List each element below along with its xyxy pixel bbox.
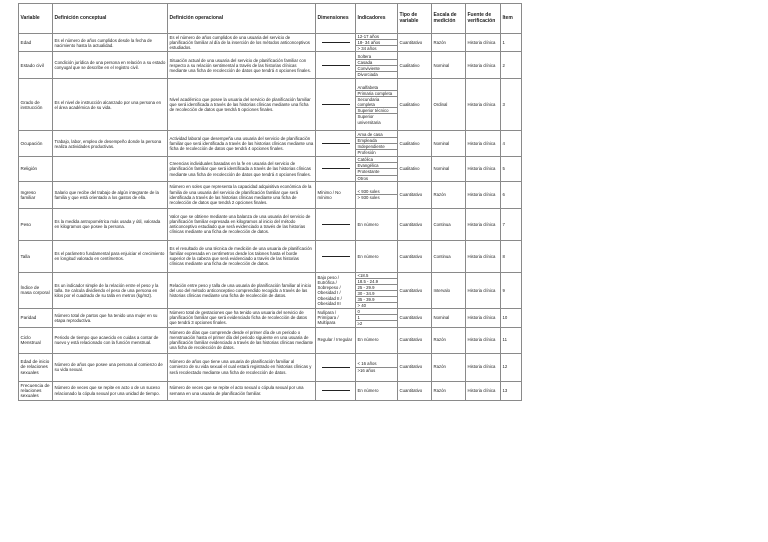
cell-tipo: Cuantitativo (398, 381, 432, 400)
indicator-value: Superior técnico (356, 108, 397, 114)
empty-dash (322, 367, 350, 368)
table-header-row (19, 4, 522, 34)
cell-operational: Número total de gestaciones que ha tenido una usuaria del servicio de planificación familiar que será evidenciado ficha de recolección de datos que tendrá 3 opciones finales. (168, 309, 316, 327)
cell-operational: Es el resultado de una técnica de medición de una usuaria de planificación familiar expresada en centímetros desde los talones hasta el borde superior de la cabeza que será evidenciado a través de las historias clínicas mediante una ficha de recolección de datos. (168, 240, 316, 272)
cell-indicators (356, 157, 398, 181)
indicator-value: Casada (356, 60, 397, 66)
cell-item: 9 (501, 272, 522, 309)
cell-fuente: Historia clínica (466, 208, 501, 240)
cell-operational: Creencias individuales basadas en la fe en usuaria del servicio de planificación familiar que será identificada a través de las historias clínicas mediante una ficha de recolección de datos que tendrá 4 opciones finales. (168, 157, 316, 181)
table-row (19, 131, 522, 157)
cell-fuente: Historia clínica (466, 272, 501, 309)
cell-indicators (356, 208, 398, 240)
cell-operational: Nivel académico que posee la usuaria del servicio de planificación familiar que será identificada a través de las historias clínicas mediante una ficha de recolección de datos que tendrá 5 opciones finales. (168, 79, 316, 131)
cell-conceptual: Es la medida antropométrica más usada y útil, valorada en kilogramos que posee la persona. (53, 208, 168, 240)
cell-escala: Razón (432, 381, 466, 400)
empty-dash (322, 42, 350, 43)
cell-variable: Ocupación (19, 131, 53, 157)
header-indicators: Indicadores (356, 4, 398, 34)
cell-escala: Razón (432, 181, 466, 208)
cell-dimensions: Regular / Irregular (316, 327, 356, 353)
cell-variable: Grado de instrucción (19, 79, 53, 131)
cell-fuente: Historia clínica (466, 34, 501, 52)
indicator-value: Divorciada (357, 71, 378, 77)
indicator-value: 1 (356, 315, 397, 321)
operationalization-table (18, 3, 522, 401)
cell-dimensions (316, 353, 356, 381)
cell-dimensions (316, 381, 356, 400)
indicator-value: Soltera (356, 54, 397, 60)
indicator-value: Evangélica (356, 163, 397, 169)
indicator-value: 12-17 años (356, 34, 397, 40)
cell-tipo: Cuantitativo (398, 353, 432, 381)
indicator-value: Católica (356, 157, 397, 163)
cell-indicators (356, 131, 398, 157)
cell-escala: Nominal (432, 309, 466, 327)
indicator-value: En número (357, 387, 379, 393)
indicator-value: Protestante (356, 169, 397, 175)
indicator-value: < 16 años (356, 361, 397, 367)
cell-tipo: Cuantitativo (398, 327, 432, 353)
cell-escala: Intervalo (432, 272, 466, 309)
cell-dimensions (316, 34, 356, 52)
empty-dash (322, 168, 350, 169)
cell-item: 7 (501, 208, 522, 240)
cell-fuente: Historia clínica (466, 52, 501, 79)
empty-dash (322, 65, 350, 66)
indicator-value: 18- 34 años (356, 40, 397, 46)
cell-variable: Paridad (19, 309, 53, 327)
cell-indicators (356, 272, 398, 309)
cell-item: 13 (501, 381, 522, 400)
cell-item: 5 (501, 157, 522, 181)
cell-tipo: Cuantitativo (398, 240, 432, 272)
cell-indicators (356, 79, 398, 131)
cell-item: 1 (501, 34, 522, 52)
empty-dash (322, 143, 350, 144)
cell-variable: Religión (19, 157, 53, 181)
indicator-value: En número (357, 253, 379, 259)
cell-variable: Ciclo Menstrual (19, 327, 53, 353)
indicator-value: < 930 soles (356, 189, 397, 195)
cell-operational: Situación actual de una usuaria del servicio de planificación familiar con respecto a su relación sentimental a través de las historias clínicas mediante una ficha de recolección de datos que tendrá 4 opciones finales. (168, 52, 316, 79)
cell-operational: Número en soles que representa la capacidad adquisitiva económica de la familia de una usuaria del servicio de planificación familiar que será identificada a través de las historias clínicas mediante una ficha de recolección de datos que tendrá 2 opciones finales. (168, 181, 316, 208)
cell-item: 8 (501, 240, 522, 272)
cell-conceptual: Es el número de años cumplidos desde la fecha de nacimiento hasta la actualidad. (53, 34, 168, 52)
cell-tipo: Cualitativo (398, 79, 432, 131)
indicator-value: 0 (356, 309, 397, 315)
cell-fuente: Historia clínica (466, 240, 501, 272)
cell-indicators (356, 327, 398, 353)
cell-fuente: Historia clínica (466, 353, 501, 381)
cell-tipo: Cuantitativo (398, 181, 432, 208)
indicator-value: Independiente (356, 144, 397, 150)
header-fuente: Fuente de verificación (466, 4, 501, 34)
table-row (19, 181, 522, 208)
cell-dimensions (316, 157, 356, 181)
cell-conceptual: Número de veces que se repite en acto o de un suceso relacionado la cópula sexual por una unidad de tiempo. (53, 381, 168, 400)
cell-variable: Peso (19, 208, 53, 240)
indicator-value: > 930 soles (357, 195, 380, 201)
indicator-value: Primaria completa (356, 91, 397, 97)
empty-dash (322, 390, 350, 391)
indicator-value: 30 - 34.9 (356, 291, 397, 297)
indicator-value: >16 años (357, 367, 376, 373)
cell-dimensions (316, 131, 356, 157)
cell-variable: Frecuencia de relaciones sexuales (19, 381, 53, 400)
table-row (19, 79, 522, 131)
cell-variable: Estado civil (19, 52, 53, 79)
table-row (19, 52, 522, 79)
cell-dimensions: Nulípara / Primípara / Multípara (316, 309, 356, 327)
header-operational: Definición operacional (168, 4, 316, 34)
cell-tipo: Cuantitativo (398, 34, 432, 52)
cell-indicators (356, 52, 398, 79)
cell-operational: Valor que se obtiene mediante una balanza de una usuaria del servicio de planificación familiar expresada en kilogramos al inicio del método anticonceptivo estudiado que será evidenciado a través de las historias clínicas mediante una ficha de recolección de datos. (168, 208, 316, 240)
indicator-value: 25 - 29.9 (356, 285, 397, 291)
cell-variable: Índice de masa corporal (19, 272, 53, 309)
cell-variable: Edad de inicio de relaciones sexuales (19, 353, 53, 381)
cell-conceptual: Es el nivel de instrucción alcanzado por una persona en el área académica de su vida. (53, 79, 168, 131)
indicator-value: > 40 (357, 303, 366, 309)
cell-escala: Ordinal (432, 79, 466, 131)
cell-tipo: Cualitativo (398, 157, 432, 181)
cell-escala: Nominal (432, 131, 466, 157)
header-item: Item (501, 4, 522, 34)
indicator-value: Otros (357, 175, 369, 181)
cell-conceptual: Es el parámetro fundamental para enjuiciar el crecimiento en longitud valorado en centímetros. (53, 240, 168, 272)
cell-escala: Razón (432, 327, 466, 353)
header-dimensions: Dimensiones (316, 4, 356, 34)
cell-dimensions (316, 52, 356, 79)
table-row (19, 309, 522, 327)
cell-conceptual: Trabajo, labor, empleo de desempeño donde la persona realiza actividades productivas. (53, 131, 168, 157)
cell-indicators (356, 240, 398, 272)
cell-operational: Actividad laboral que desempeña una usuaria del servicio de planificación familiar que será identificada a través de las historias clínicas mediante una ficha de recolección de datos que tendrá 4 opciones finales. (168, 131, 316, 157)
indicator-value: En número (357, 221, 379, 227)
cell-indicators (356, 34, 398, 52)
cell-escala: Nominal (432, 157, 466, 181)
table-row (19, 208, 522, 240)
cell-escala: Razón (432, 353, 466, 381)
empty-dash (322, 256, 350, 257)
empty-dash (322, 104, 350, 105)
header-conceptual: Definición conceptual (53, 4, 168, 34)
cell-fuente: Historia clínica (466, 131, 501, 157)
table-row (19, 34, 522, 52)
cell-operational: Es el número de años cumplidos de una usuaria del servicio de planificación familiar al día de la inserción de los métodos anticonceptivos estudiados. (168, 34, 316, 52)
indicator-value: > 34 años (357, 46, 377, 52)
cell-tipo: Cualitativo (398, 52, 432, 79)
cell-conceptual: Salario que recibe del trabajo de algún integrante de la familia y que está orientado a los gastos de ella. (53, 181, 168, 208)
cell-escala: Nominal (432, 52, 466, 79)
cell-conceptual: Número de años que posee una persona al comienzo de su vida sexual. (53, 353, 168, 381)
indicator-value: Profesión (357, 150, 376, 156)
indicator-value: Ama de casa (356, 132, 397, 138)
cell-dimensions (316, 79, 356, 131)
cell-conceptual: Periodo de tiempo que acaecido en cuidas a contar de nuevo y está relacionado con la función menstrual. (53, 327, 168, 353)
indicator-value: ≥2 (357, 321, 363, 327)
cell-tipo: Cuantitativo (398, 208, 432, 240)
cell-indicators (356, 181, 398, 208)
cell-operational: Relación entre peso y talla de una usuaria de planificación familiar al inicio del uso del método anticonceptivo comprendido recogido a través de las historias clínicas mediante una ficha de recolección de datos. (168, 272, 316, 309)
cell-dimensions: Bajo peso / Eutrófica / Sobrepeso / Obesidad I / Obesidad II / Obesidad III (316, 272, 356, 309)
cell-item: 10 (501, 309, 522, 327)
indicator-value: Analfabeta (356, 85, 397, 91)
cell-dimensions (316, 240, 356, 272)
indicator-value: 35 - 39.9 (356, 297, 397, 303)
table-row (19, 240, 522, 272)
indicator-value: Conviviente (356, 66, 397, 72)
table-row (19, 327, 522, 353)
cell-tipo: Cualitativo (398, 131, 432, 157)
cell-conceptual: Es un indicador simple de la relación entre el peso y la talla. Se calcula dividiendo el peso de una persona en kilos por el cuadrado de su talla en metros (kg/m2). (53, 272, 168, 309)
table-row (19, 272, 522, 309)
cell-fuente: Historia clínica (466, 79, 501, 131)
indicator-value: <18.5 (356, 273, 397, 279)
cell-item: 2 (501, 52, 522, 79)
table-body (19, 34, 522, 401)
empty-dash (322, 224, 350, 225)
cell-conceptual: Número total de partos que ha tenido una mujer en su etapa reproductiva. (53, 309, 168, 327)
cell-indicators (356, 353, 398, 381)
cell-operational: Número de veces que se repite el acto sexual o cópula sexual por una semana en una usuaria de planificación familiar. (168, 381, 316, 400)
cell-escala: Continua (432, 208, 466, 240)
cell-fuente: Historia clínica (466, 157, 501, 181)
cell-conceptual (53, 157, 168, 181)
cell-item: 4 (501, 131, 522, 157)
indicator-value: 18.5 - 24.9 (356, 279, 397, 285)
cell-operational: Número de días que comprende desde el primer día de un periodo o menstruación hasta el primer día del periodo siguiente en una usuaria de planificación familiar evidenciado a través de las historias clínicas mediante una ficha de recolección de datos. (168, 327, 316, 353)
cell-dimensions: Mínimo / No mínimo (316, 181, 356, 208)
cell-fuente: Historia clínica (466, 381, 501, 400)
cell-item: 12 (501, 353, 522, 381)
table-row (19, 381, 522, 400)
cell-variable: Edad (19, 34, 53, 52)
cell-fuente: Historia clínica (466, 327, 501, 353)
indicator-value: Superior universitaria (357, 114, 381, 125)
cell-escala: Continua (432, 240, 466, 272)
cell-fuente: Historia clínica (466, 181, 501, 208)
cell-item: 6 (501, 181, 522, 208)
cell-variable: Ingreso familiar (19, 181, 53, 208)
indicator-value: En número (357, 337, 379, 343)
cell-indicators (356, 309, 398, 327)
header-variable: Variable (19, 4, 53, 34)
header-tipo: Tipo de variable (398, 4, 432, 34)
indicator-value: Secundaria completa (356, 97, 397, 108)
cell-tipo: Cuantitativo (398, 309, 432, 327)
indicator-value: Empleada (356, 138, 397, 144)
header-escala: Escala de medición (432, 4, 466, 34)
table-row (19, 157, 522, 181)
cell-item: 3 (501, 79, 522, 131)
table-row (19, 353, 522, 381)
cell-operational: Número de años que tiene una usuaria de planificación familiar al comienzo de su vida sexual el cual estará registrado en historias clínicas y será recolectado mediante una ficha de recolección de datos. (168, 353, 316, 381)
cell-indicators (356, 381, 398, 400)
cell-fuente: Historia clínica (466, 309, 501, 327)
cell-item: 11 (501, 327, 522, 353)
cell-tipo: Cuantitativo (398, 272, 432, 309)
cell-dimensions (316, 208, 356, 240)
cell-conceptual: Condición jurídica de una persona en relación a su estado conyugal que se describe en el registro civil. (53, 52, 168, 79)
cell-variable: Talla (19, 240, 53, 272)
cell-escala: Razón (432, 34, 466, 52)
